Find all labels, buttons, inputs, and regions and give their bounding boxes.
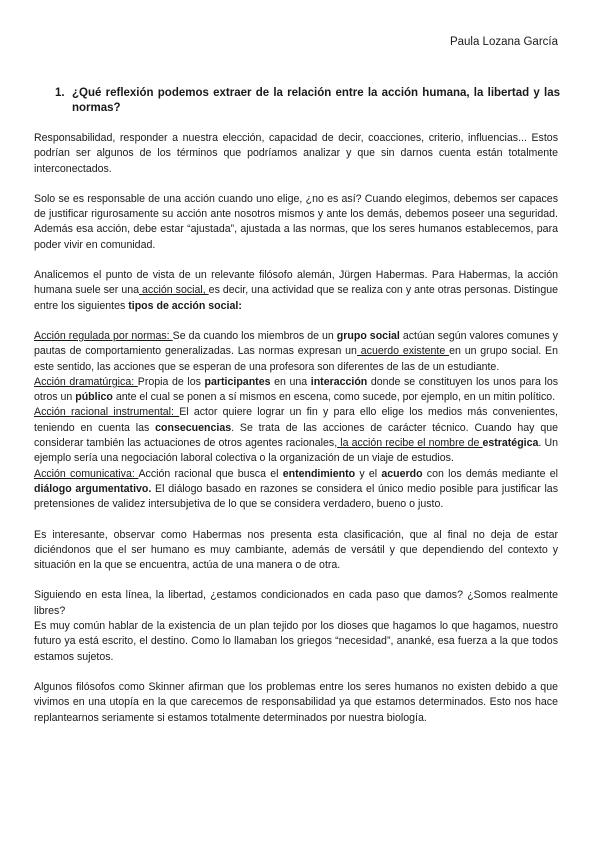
text-run: Acción racional que busca el bbox=[138, 467, 283, 480]
paragraph-skinner: Algunos filósofos como Skinner afirman que los problemas entre los seres humanos no existen debido a que vivimos en una utopía en la que carecemos de responsabilidad ya que estamos determinados. Esto nos hace replantearnos seriamente si estamos totalmente determinados por nuestra biología. bbox=[34, 680, 558, 724]
text-run: Propia de los bbox=[137, 375, 205, 388]
bold-term: participantes bbox=[204, 375, 271, 388]
type-dramaturgical bbox=[34, 375, 558, 406]
type-title: Acción dramatúrgica: bbox=[34, 375, 138, 388]
text-run: donde se constituyen los unos para los otros un bbox=[34, 375, 559, 404]
bold-term: interacción bbox=[310, 375, 368, 388]
type-instrumental bbox=[34, 405, 558, 466]
question-heading bbox=[55, 86, 560, 116]
type-title: Acción regulada por normas: bbox=[34, 329, 173, 342]
text-run: Se da cuando los miembros de un bbox=[172, 329, 337, 342]
underlined-term: acuerdo existente bbox=[356, 345, 450, 358]
paragraph-classification: Es interesante, observar como Habermas nos presenta esta clasificación, que al final no deja de estar diciéndonos que el ser humano es muy cambiante, además de versátil y que dependiendo del contexto y situación en la que se encuentra, actúa de una manera o de otra. bbox=[34, 528, 558, 572]
paragraph-freedom-question: Siguiendo en esta línea, la libertad, ¿estamos condicionados en cada paso que damos? ¿Somos realmente libres? bbox=[34, 589, 558, 617]
paragraph-intro: Responsabilidad, responder a nuestra elección, capacidad de decir, coacciones, criterio, influencias... Estos podrían ser algunos de los términos que podríamos analizar y que sin darnos cuenta están totalmente interconectados. bbox=[34, 132, 558, 175]
text-run: en una bbox=[270, 375, 311, 388]
bold-term: tipos de acción social: bbox=[128, 299, 242, 312]
type-communicative bbox=[34, 467, 558, 513]
bold-term: consecuencias bbox=[155, 421, 232, 434]
text-run: ante el cual se ponen a sí mismos en escena, como sucede, por ejemplo, en un mitin político. bbox=[112, 391, 556, 404]
type-regulated-by-norms bbox=[34, 329, 558, 375]
underlined-term: la acción recibe el nombre de bbox=[337, 437, 483, 450]
text-run: actúan según valores comunes y pautas de comportamiento generalizadas. Las normas expresan un bbox=[34, 329, 558, 358]
bold-term: diálogo argumentativo. bbox=[34, 482, 152, 495]
author-name: Paula Lozana García bbox=[449, 36, 558, 48]
type-title: Acción racional instrumental: bbox=[34, 406, 180, 419]
bold-term: acuerdo bbox=[381, 467, 423, 480]
paragraph-responsibility: Solo se es responsable de una acción cuando uno elige, ¿no es así? Cuando elegimos, debemos ser capaces de justificar rigurosamente su acción ante nosotros mismos y ante los demás, debemos poseer una seguridad. Además esa acción, debe estar “ajustada”, ajustada a las normas, que los seres humanos establecemos, para poder vivir en comunidad. bbox=[34, 192, 558, 251]
question-text: ¿Qué reflexión podemos extraer de la relación entre la acción humana, la libertad y las normas? bbox=[72, 87, 560, 114]
text-run: Analicemos el punto de vista de un relevante filósofo alemán, Jürgen Habermas. Para Habermas, la acción humana suele ser una bbox=[34, 269, 558, 297]
text-run: con los demás mediante el bbox=[422, 467, 558, 480]
text-run: . Un ejemplo sería una negociación laboral colectiva o la organización de un viaje de estudios. bbox=[34, 437, 558, 465]
type-title: Acción comunicativa: bbox=[34, 467, 139, 480]
text-run: El actor quiere lograr un fin y para ello elige los medios más convenientes, teniendo en cuenta las bbox=[34, 406, 558, 434]
bold-term: público bbox=[75, 391, 113, 404]
text-run: El diálogo basado en razones se considera el único medio posible para justificar las pretensiones de validez intersubjetiva de lo que se considera verdadero, bueno o justo. bbox=[34, 482, 558, 511]
underlined-term: acción social, bbox=[139, 284, 209, 297]
question-number: 1. bbox=[55, 87, 65, 99]
paragraph-destiny: Es muy común hablar de la existencia de un plan tejido por los dioses que hagamos lo que hagamos, nuestro futuro ya está escrito, el destino. Como lo llamaban los griegos “necesidad”, ananké, esa fuerza a la que todos estamos sujetos. bbox=[34, 620, 558, 663]
text-run: y el bbox=[355, 467, 382, 480]
text-run: en un grupo social. En este sentido, las acciones que se esperan de una profesora son diferentes de las de un estudiante. bbox=[34, 345, 559, 373]
text-run: es decir, una actividad que se realiza con y ante otras personas. Distingue entre los siguientes bbox=[34, 284, 558, 312]
paragraph-habermas bbox=[34, 268, 558, 314]
bold-term: entendimiento bbox=[282, 467, 356, 480]
bold-term: grupo social bbox=[336, 329, 400, 342]
text-run: . Se trata de las acciones de carácter técnico. Cuando hay que considerar también las actuaciones de otros agentes racionales, bbox=[34, 421, 558, 450]
bold-term: estratégica bbox=[482, 437, 539, 450]
document-body bbox=[34, 131, 558, 726]
